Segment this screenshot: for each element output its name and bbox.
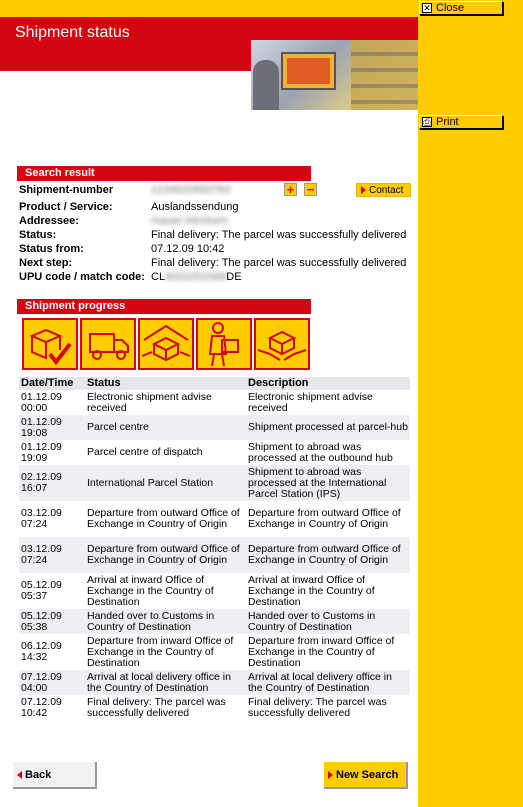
row-datetime [19,609,85,634]
contact-button[interactable] [356,183,411,197]
back-button[interactable] [13,762,97,789]
column-header-datetime: Date/Time [19,377,85,390]
table-row [19,695,410,720]
courier-carrying-parcel-icon [196,318,252,370]
table-row [19,440,410,465]
row-status: Electronic shipment advise received [87,390,212,414]
arrow-right-icon [328,771,333,779]
row-description: Shipment processed at parcel-hub [246,415,410,440]
row-time: 07:24 [21,518,48,530]
row-date: 01.12.09 [21,440,62,453]
row-status: Handed over to Customs in Country of Destination [85,609,246,634]
row-time: 19:08 [21,426,48,439]
contact-label: Contact [369,185,404,196]
parcel-handover-icon [254,318,310,370]
status-from-value: 07.12.09 10:42 [151,243,225,255]
arrow-left-icon [17,771,22,779]
row-date: 05.12.09 [21,579,62,591]
row-status: Arrival at inward Office of Exchange in the Country of Destination [87,573,214,608]
row-date: 06.12.09 [21,640,62,652]
close-label: Close [436,2,465,14]
row-date: 01.12.09 [21,415,62,428]
row-datetime [19,573,85,609]
row-time: 19:09 [21,451,48,464]
next-step-value: Final delivery: The parcel was successfully delivered [151,257,407,269]
progress-table [19,377,410,720]
row-status: Departure from inward Office of Exchange in the Country of Destination [87,634,234,669]
new-search-button[interactable] [324,762,408,789]
row-time: 14:32 [21,651,48,663]
row-datetime [19,501,85,537]
status-from-label: Status from: [19,243,84,255]
collapse-minus-button[interactable]: − [304,183,317,196]
progress-steps [22,318,310,370]
row-date: 03.12.09 [21,507,62,519]
row-status: Parcel centre [85,415,246,440]
row-date: 07.12.09 [21,670,62,683]
product-service-label: Product / Service: [19,201,113,213]
row-datetime [19,390,85,415]
column-header-status: Status [85,377,246,390]
row-description: Departure from outward Office of Exchange in Country of Origin [248,507,401,530]
parcel-delivered-check-icon [22,318,78,370]
row-time: 10:42 [21,706,48,719]
row-date: 07.12.09 [21,695,62,708]
row-description: Departure from outward Office of Exchange in Country of Origin [246,537,410,573]
close-icon: ✕ [423,3,431,13]
row-description: Final delivery: The parcel was successfully delivered [248,695,387,719]
new-search-label: New Search [336,769,399,781]
table-row [19,670,410,695]
print-button[interactable] [419,115,503,129]
shipment-number-label: Shipment-number [19,184,114,196]
product-service-value: Auslandssendung [151,201,239,213]
back-label: Back [25,769,52,781]
table-row [19,609,410,634]
row-status: Arrival at local delivery office in the Country of Destination [85,670,246,695]
upu-prefix: CL [151,271,166,283]
upu-suffix: DE [226,271,242,283]
top-strip [0,0,418,17]
row-datetime [19,695,85,720]
next-step-label: Next step: [19,257,73,269]
row-status: Final delivery: The parcel was successfully delivered [87,695,226,719]
printer-icon: ⎙ [423,117,431,127]
row-time: 05:38 [21,620,48,633]
row-datetime [19,415,85,440]
row-time: 04:00 [21,681,48,694]
row-description: Shipment to abroad was processed at the International Parcel Station (IPS) [246,465,410,501]
table-row [19,573,410,609]
row-status: Departure from outward Office of Exchange in Country of Origin [85,537,246,573]
row-datetime [19,465,85,501]
row-datetime [19,634,85,670]
upu-code-label: UPU code / match code: [19,271,145,283]
parcel-hands-icon [138,318,194,370]
addressee-value: mauer-Hirnhorn [151,215,229,227]
table-row [19,465,410,501]
shipment-progress-heading: Shipment progress [17,299,311,314]
row-description: Shipment to abroad was processed at the outbound hub [248,440,393,464]
row-status: Parcel centre of dispatch [87,446,203,458]
row-date: 02.12.09 [21,471,62,483]
row-time: 00:00 [21,401,48,414]
status-label: Status: [19,229,57,241]
row-status: International Parcel Station [85,465,246,501]
row-datetime [19,670,85,695]
table-row [19,390,410,415]
table-row [19,415,410,440]
upu-code-value [151,271,242,283]
expand-plus-button[interactable]: + [284,183,297,196]
row-date: 05.12.09 [21,609,62,622]
arrow-right-icon [361,186,366,194]
row-time: 16:07 [21,482,48,494]
table-row [19,634,410,670]
addressee-label: Addressee: [19,215,79,227]
row-date: 01.12.09 [21,390,62,403]
row-description: Departure from inward Office of Exchange in the Country of Destination [248,634,395,669]
status-value: Final delivery: The parcel was successfully delivered [151,229,407,241]
row-datetime [19,537,85,573]
row-description: Arrival at inward Office of Exchange in the Country of Destination [248,573,375,608]
row-description: Arrival at local delivery office in the Country of Destination [246,670,410,695]
row-status: Departure from outward Office of Exchange in Country of Origin [87,507,240,530]
page-title: Shipment status [15,24,130,41]
row-date: 03.12.09 [21,543,62,555]
column-header-description: Description [246,377,410,390]
table-row [19,537,410,573]
truck-icon [80,318,136,370]
upu-hidden: 4001051568 [165,271,227,283]
close-button[interactable] [419,1,503,15]
header-photo [251,40,418,110]
print-label: Print [436,116,459,128]
row-description: Handed over to Customs in Country of Destination [246,609,410,634]
search-result-heading: Search result [17,166,311,181]
shipment-number-value: 1234020993783 [151,184,231,196]
table-row [19,501,410,537]
row-time: 07:24 [21,554,48,566]
row-datetime [19,440,85,465]
row-description: Electronic shipment advise received [248,390,373,414]
row-time: 05:37 [21,590,48,602]
